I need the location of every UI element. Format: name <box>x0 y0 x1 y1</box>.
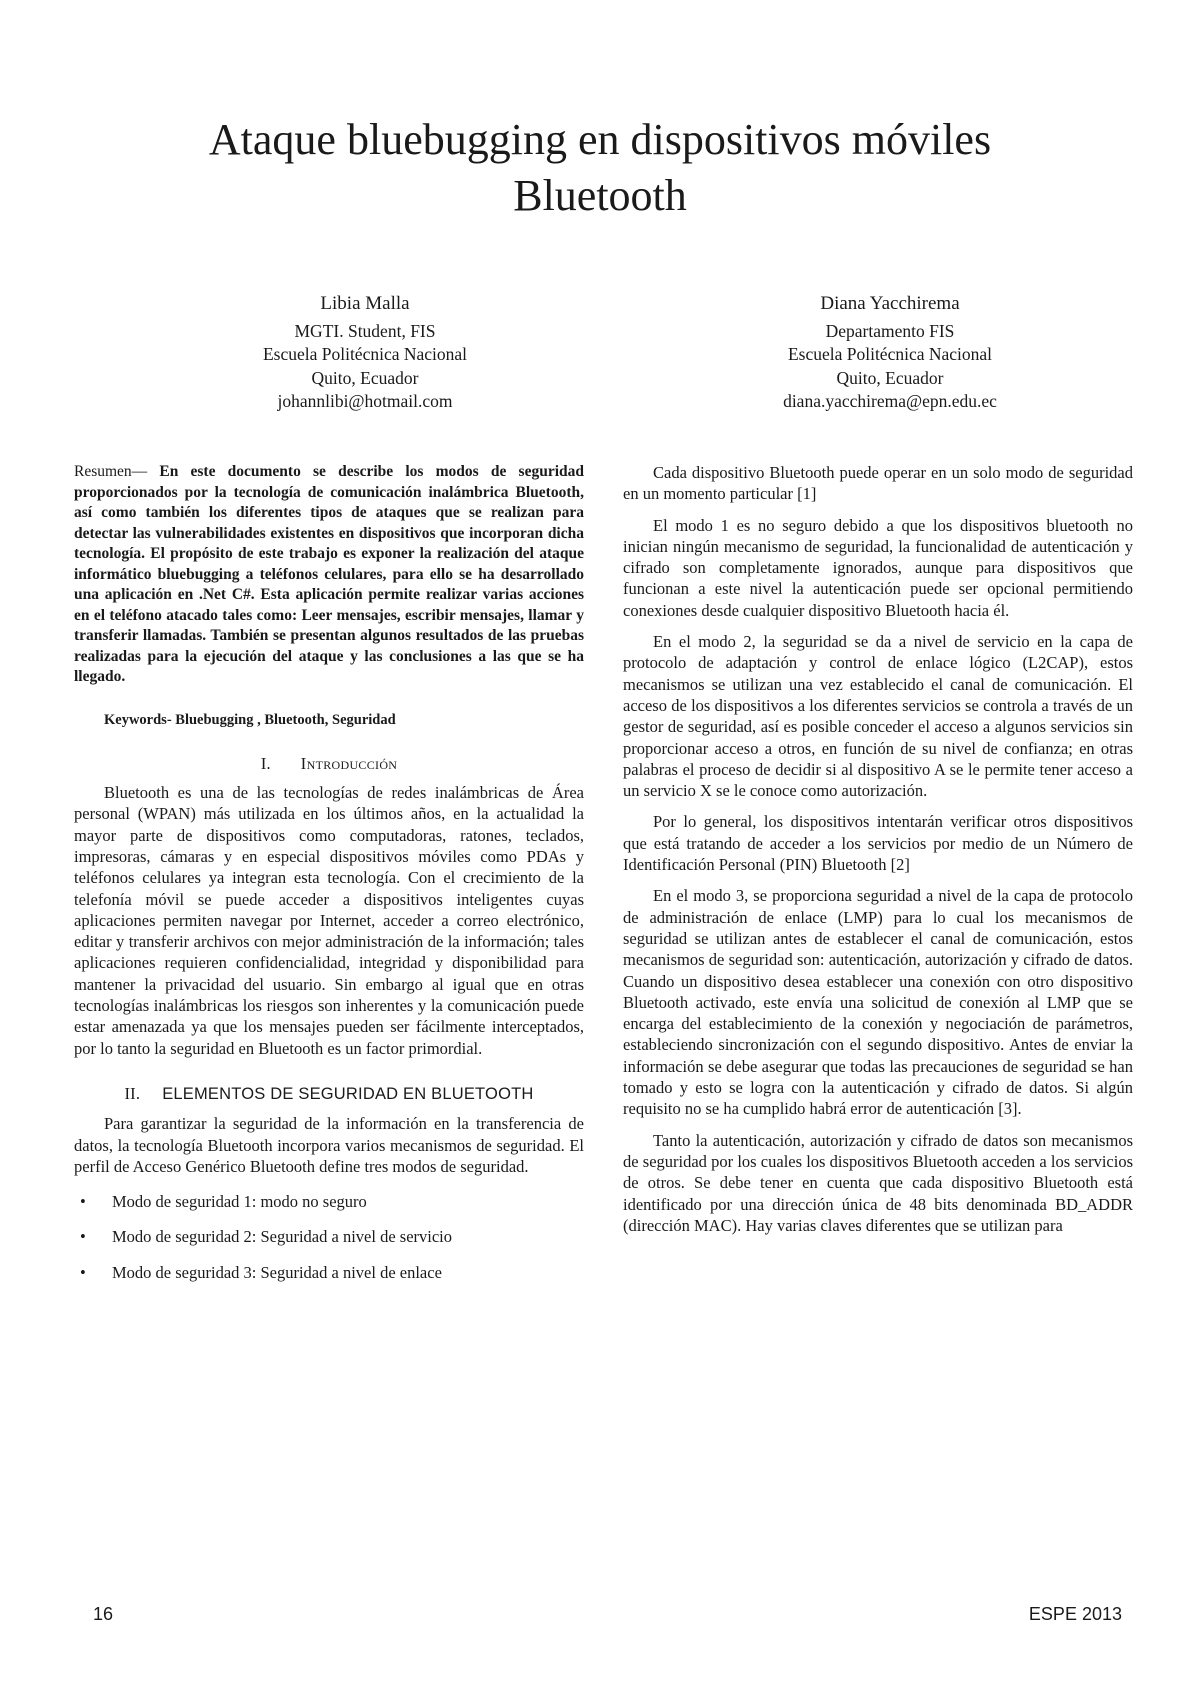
abstract-label: Resumen— <box>74 463 148 480</box>
author-name: Libia Malla <box>320 293 410 314</box>
right-column <box>623 462 1133 1236</box>
list-item <box>74 1191 584 1212</box>
security-modes-list <box>74 1191 584 1283</box>
body-paragraph: En el modo 3, se proporciona seguridad a nivel de la capa de protocolo de administración de enlace (LMP) para lo cual los mecanismos de seguridad se utilizan antes de establecer el canal de comunicación, estos mecanismos de seguridad son: autenticación, autorización y cifrado de datos. Cuando un dispositivo desea establecer una conexión con otro dispositivo Bluetooth activado, este envía una solicitud de conexión al LMP que se encarga del establecimiento de la conexión y negociación de parámetros, estableciendo sincronización con el segundo dispositivo. Antes de enviar la información se debe asegurar que todas las precauciones de seguridad se han tomado y esto se logra con la autenticación y cifrado de datos. Si algún requisito no se ha cumplido habrá error de autenticación [3]. <box>623 886 1133 1119</box>
body-paragraph: Por lo general, los dispositivos intentarán verificar otros dispositivos que está tratando de acceder a los servicios por medio de un Número de Identificación Personal (PIN) Bluetooth [2] <box>623 812 1133 875</box>
list-item-text: Modo de seguridad 1: modo no seguro <box>112 1192 367 1212</box>
bullet-icon: • <box>80 1227 86 1247</box>
body-paragraph: Tanto la autenticación, autorización y cifrado de datos son mecanismos de seguridad por los cuales los dispositivos Bluetooth acceden a los servicios de otros. Se debe tener en cuenta que cada dispositivo Bluetooth está identificado por una dirección única de 48 bits denominada BD_ADDR (dirección MAC). Hay varias claves diferentes que se utilizan para <box>623 1130 1133 1235</box>
bullet-icon: • <box>80 1262 86 1282</box>
list-item-text: Modo de seguridad 2: Seguridad a nivel de servicio <box>112 1227 452 1247</box>
author-block-1 <box>155 292 575 414</box>
author-email[interactable]: diana.yacchirema@epn.edu.ec <box>783 391 997 411</box>
author-name: Diana Yacchirema <box>820 293 960 314</box>
list-item-text: Modo de seguridad 3: Seguridad a nivel de enlace <box>112 1262 442 1282</box>
body-paragraph: En el modo 2, la seguridad se da a nivel de servicio en la capa de protocolo de adaptación y control de enlace lógico (L2CAP), estos mecanismos se utilizan una vez establecido el canal de comunicación. El acceso de los dispositivos a los diferentes servicios se controla a través de un gestor de seguridad, así es posible conceder el acceso a algunos servicios sin proporcionar acceso a otros, en función de su nivel de confianza; en otras palabras el proceso de decidir si al dispositivo A se le permite tener acceso a un servicio X se le conoce como autorización. <box>623 632 1133 801</box>
author-institution: Escuela Politécnica Nacional <box>787 344 993 364</box>
abstract-text: En este documento se describe los modos de seguridad proporcionados por la tecnología de comunicación inalámbrica Bluetooth, así como también los diferentes tipos de ataques que se realizan para detectar las vulnerabilidades existentes en dispositivos que incorporan dicha tecnología. El propósito de este trabajo es exponer la realización del ataque informático bluebugging a teléfonos celulares, para ello se ha desarrollado una aplicación en .Net C#. Esta aplicación permite realizar varias acciones en el teléfono atacado tales como: Leer mensajes, escribir mensajes, llamar y transferir llamadas. También se presentan algunos resultados de las pruebas realizadas para la ejecución del ataque y las conclusiones a las que se ha llegado. <box>74 463 584 685</box>
title-line-1: Ataque bluebugging en dispositivos móviles <box>208 115 992 164</box>
body-paragraph: El modo 1 es no seguro debido a que los dispositivos bluetooth no inician ningún mecanismo de seguridad, la funcionalidad de autenticación y cifrado son completamente ignorados, aunque para dispositivos que funcionan a este nivel la autenticación puede ser opcional permitiendo conexiones desde cualquier dispositivo Bluetooth hacia él. <box>623 515 1133 620</box>
section-heading-1 <box>74 753 584 774</box>
author-location: Quito, Ecuador <box>311 367 419 388</box>
keywords: Keywords- Bluebugging , Bluetooth, Seguridad <box>104 711 396 728</box>
author-affiliation: Departamento FIS <box>825 320 955 341</box>
section-1-paragraph: Bluetooth es una de las tecnologías de redes inalámbricas de Área personal (WPAN) más utilizada en los últimos años, en la actualidad la mayor parte de dispositivos como computadoras, ratones, teclados, impresoras, cámaras y en especial dispositivos móviles como PDAs y teléfonos celulares ya integran esta tecnología. Con el crecimiento de la telefonía móvil se puede acceder a dispositivos inteligentes cuyas aplicaciones permiten navegar por Internet, acceder a correo electrónico, editar y transferir archivos con mejor administración de la información; tales aplicaciones requieren confidencialidad, integridad y disponibilidad para mantener la privacidad del usuario. Sin embargo al igual que en otras tecnologías inalámbricas los riesgos son inherentes y la comunicación puede estar amenazada ya que los mensajes pueden ser fácilmente interceptados, por lo tanto la seguridad en Bluetooth es un factor primordial. <box>74 783 584 1058</box>
author-affiliation: MGTI. Student, FIS <box>294 320 436 341</box>
author-block-2 <box>680 292 1100 414</box>
author-location: Quito, Ecuador <box>836 367 944 388</box>
section-2-paragraph: Para garantizar la seguridad de la información en la transferencia de datos, la tecnología Bluetooth incorpora varios mecanismos de seguridad. El perfil de Acceso Genérico Bluetooth define tres modos de seguridad. <box>74 1114 584 1176</box>
page-number: 16 <box>93 1604 114 1624</box>
paper-title <box>0 112 1200 224</box>
section-heading-2 <box>74 1083 584 1105</box>
section-number: II. <box>124 1083 141 1103</box>
abstract <box>74 462 584 688</box>
section-number: I. <box>260 753 271 773</box>
list-item <box>74 1226 584 1247</box>
section-title: Introducción <box>300 753 398 773</box>
body-paragraph: Cada dispositivo Bluetooth puede operar en un solo modo de seguridad en un momento particular [1] <box>623 463 1133 504</box>
author-institution: Escuela Politécnica Nacional <box>262 344 468 364</box>
author-email[interactable]: johannlibi@hotmail.com <box>277 391 453 411</box>
title-line-2: Bluetooth <box>513 171 687 220</box>
bullet-icon: • <box>80 1192 86 1212</box>
left-column <box>74 462 584 1297</box>
list-item <box>74 1262 584 1283</box>
section-title: ELEMENTOS DE SEGURIDAD EN BLUETOOTH <box>162 1084 534 1103</box>
journal-footer: ESPE 2013 <box>1028 1604 1122 1624</box>
